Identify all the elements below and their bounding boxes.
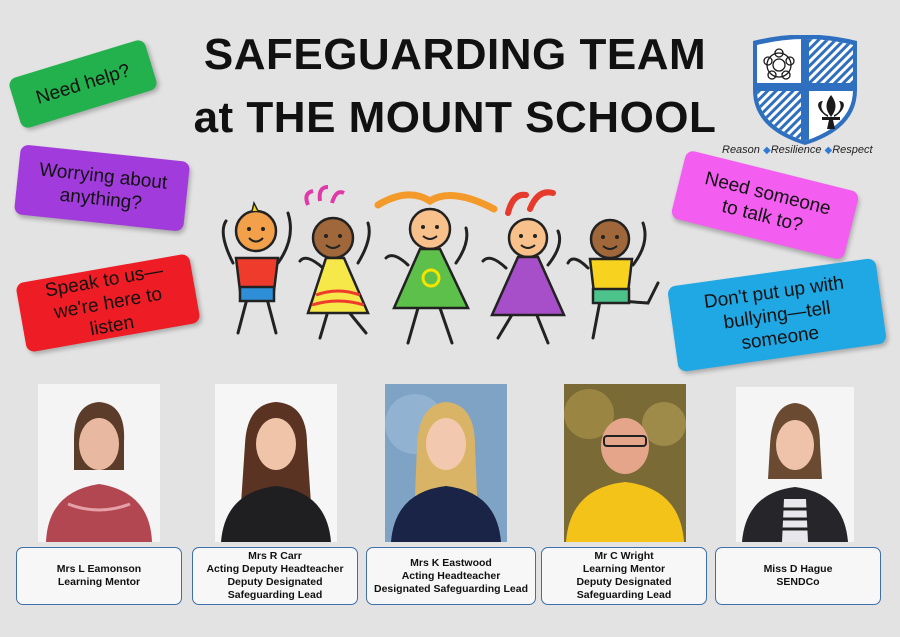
staff-name: Miss D Hague — [763, 563, 833, 575]
motto-resilience: Resilience — [770, 144, 822, 156]
staff-role: SENDCo — [776, 576, 820, 588]
motto-respect: Respect — [832, 144, 873, 156]
staff-card-wright — [541, 547, 707, 605]
crest-shield-icon — [745, 35, 865, 145]
staff-role: Designated Safeguarding Lead — [373, 582, 529, 595]
dancing-children-illustration — [208, 183, 688, 358]
staff-role: Acting Deputy Headteacher — [206, 563, 344, 575]
staff-role: Deputy Designated — [227, 576, 323, 588]
staff-role: Learning Mentor — [582, 563, 666, 575]
staff-photo-wright — [564, 384, 686, 542]
staff-role: Safeguarding Lead — [227, 589, 323, 601]
poster-title-line-2: at THE MOUNT SCHOOL — [193, 93, 717, 142]
bubble-speak-to-us: Speak to us—we're here to listen — [15, 253, 200, 352]
staff-card-carr — [192, 547, 358, 605]
staff-photo-hague — [736, 387, 854, 545]
staff-name: Mrs L Eamonson — [56, 563, 142, 575]
staff-photo-eastwood — [385, 384, 507, 542]
poster-title-line-1: SAFEGUARDING TEAM — [203, 30, 707, 79]
bubble-bullying: Don't put up with bullying—tell someone — [667, 258, 887, 372]
staff-name: Mrs K Eastwood — [410, 556, 492, 569]
bubble-worrying: Worrying about anything? — [14, 144, 190, 231]
staff-role: Learning Mentor — [57, 576, 141, 588]
staff-role: Acting Headteacher — [401, 569, 501, 582]
staff-name: Mr C Wright — [594, 550, 654, 562]
staff-card-eastwood — [366, 547, 536, 605]
motto-reason: Reason — [722, 144, 760, 156]
school-crest-logo — [745, 35, 865, 145]
school-motto — [722, 144, 892, 156]
bubble-need-someone: Need someone to talk to? — [670, 150, 860, 261]
diamond-icon: ◆ — [762, 145, 771, 156]
staff-role: Deputy Designated — [576, 576, 672, 588]
staff-card-eamonson — [16, 547, 182, 605]
bubble-need-help: Need help? — [8, 38, 159, 129]
diamond-icon: ◆ — [824, 145, 833, 156]
staff-name: Mrs R Carr — [248, 550, 302, 562]
staff-role: Safeguarding Lead — [576, 589, 672, 601]
staff-card-hague — [715, 547, 881, 605]
staff-photo-eamonson — [38, 384, 160, 542]
staff-photo-carr — [215, 384, 337, 542]
